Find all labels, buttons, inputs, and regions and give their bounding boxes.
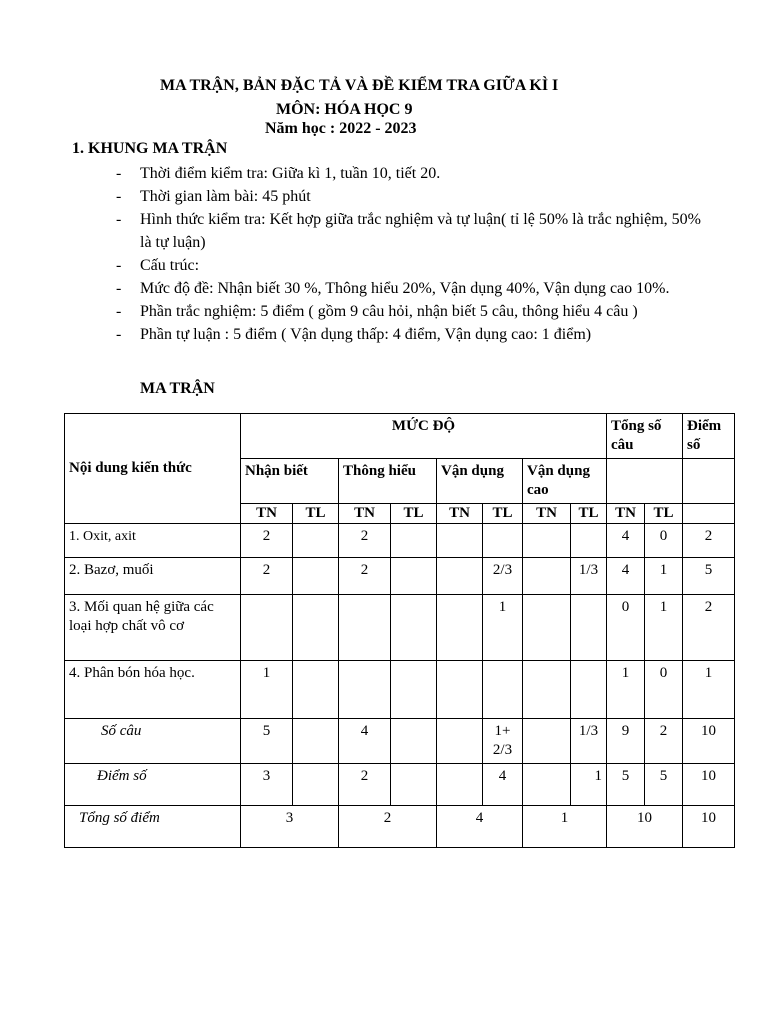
table-cell bbox=[391, 661, 437, 719]
table-cell bbox=[391, 764, 437, 806]
empty-cell bbox=[683, 504, 735, 524]
empty-cell bbox=[607, 459, 683, 504]
table-cell bbox=[571, 595, 607, 661]
matrix-heading: MA TRẬN bbox=[140, 380, 215, 397]
table-row bbox=[65, 558, 735, 595]
table-cell: 4 bbox=[607, 524, 645, 558]
table-cell: 1 bbox=[645, 595, 683, 661]
table-cell: 5 bbox=[241, 719, 293, 764]
table-cell bbox=[293, 524, 339, 558]
matrix-table bbox=[64, 413, 735, 848]
table-cell bbox=[293, 764, 339, 806]
list-item: - Hình thức kiểm tra: Kết hợp giữa trắc nghiệm và tự luận( tỉ lệ 50% là trắc nghiệm, 50% là tự luận) bbox=[116, 208, 706, 254]
list-item: - Mức độ đề: Nhận biết 30 %, Thông hiểu 20%, Vận dụng 40%, Vận dụng cao 10%. bbox=[116, 277, 706, 300]
table-cell: 10 bbox=[683, 719, 735, 764]
list-item: - Thời điểm kiểm tra: Giữa kì 1, tuần 10, tiết 20. bbox=[116, 162, 706, 185]
table-cell bbox=[523, 524, 571, 558]
table-cell: 4 bbox=[437, 806, 523, 848]
table-cell bbox=[339, 661, 391, 719]
table-cell bbox=[523, 719, 571, 764]
table-cell: 1 bbox=[571, 764, 607, 806]
col-tn: TN bbox=[437, 504, 483, 524]
table-cell bbox=[391, 524, 437, 558]
level-understand: Thông hiểu bbox=[339, 459, 437, 504]
table-row bbox=[65, 661, 735, 719]
list-item: - Phần tự luận : 5 điểm ( Vận dụng thấp: 4 điểm, Vận dụng cao: 1 điểm) bbox=[116, 323, 706, 346]
row-label: 2. Bazơ, muối bbox=[65, 558, 241, 595]
table-cell: 4 bbox=[607, 558, 645, 595]
table-cell: 1 bbox=[645, 558, 683, 595]
table-cell: 0 bbox=[607, 595, 645, 661]
table-cell: 2 bbox=[241, 558, 293, 595]
col-tl: TL bbox=[293, 504, 339, 524]
row-label: 4. Phân bón hóa học. bbox=[65, 661, 241, 719]
header-content: Nội dung kiến thức bbox=[65, 414, 241, 524]
row-label: 3. Mối quan hệ giữa các loại hợp chất vô cơ bbox=[65, 595, 241, 661]
row-label: Số câu bbox=[65, 719, 241, 764]
table-cell: 10 bbox=[683, 806, 735, 848]
row-label: Điểm số bbox=[65, 764, 241, 806]
table-cell bbox=[437, 764, 483, 806]
table-cell bbox=[483, 524, 523, 558]
table-cell: 1 bbox=[241, 661, 293, 719]
col-tn: TN bbox=[523, 504, 571, 524]
table-cell: 0 bbox=[645, 661, 683, 719]
table-cell: 2 bbox=[339, 806, 437, 848]
table-cell: 2 bbox=[339, 558, 391, 595]
table-cell bbox=[523, 558, 571, 595]
table-cell: 2 bbox=[339, 524, 391, 558]
table-cell: 1+ 2/3 bbox=[483, 719, 523, 764]
table-row bbox=[65, 719, 735, 764]
table-cell bbox=[437, 595, 483, 661]
table-row bbox=[65, 595, 735, 661]
table-row bbox=[65, 524, 735, 558]
table-cell: 3 bbox=[241, 806, 339, 848]
table-cell bbox=[483, 661, 523, 719]
table-cell bbox=[391, 558, 437, 595]
col-tl: TL bbox=[571, 504, 607, 524]
table-cell: 1/3 bbox=[571, 719, 607, 764]
table-cell bbox=[391, 719, 437, 764]
table-cell: 1 bbox=[607, 661, 645, 719]
table-cell: 1/3 bbox=[571, 558, 607, 595]
table-cell: 10 bbox=[683, 764, 735, 806]
table-cell bbox=[293, 719, 339, 764]
table-cell bbox=[523, 595, 571, 661]
col-tn: TN bbox=[241, 504, 293, 524]
table-cell: 2 bbox=[645, 719, 683, 764]
col-tl: TL bbox=[645, 504, 683, 524]
table-row bbox=[65, 806, 735, 848]
doc-title: MA TRẬN, BẢN ĐẶC TẢ VÀ ĐỀ KIỂM TRA GIỮA KÌ I bbox=[160, 77, 559, 94]
table-cell bbox=[571, 661, 607, 719]
subject-line: MÔN: HÓA HỌC 9 bbox=[276, 101, 413, 118]
table-cell: 2 bbox=[683, 524, 735, 558]
table-cell bbox=[339, 595, 391, 661]
table-cell bbox=[523, 764, 571, 806]
table-cell bbox=[437, 719, 483, 764]
table-cell: 1 bbox=[683, 661, 735, 719]
table-cell: 10 bbox=[607, 806, 683, 848]
table-cell bbox=[437, 558, 483, 595]
table-cell bbox=[523, 661, 571, 719]
table-cell bbox=[293, 558, 339, 595]
col-tn: TN bbox=[607, 504, 645, 524]
list-item: - Cấu trúc: bbox=[116, 254, 706, 277]
empty-cell bbox=[683, 459, 735, 504]
table-cell: 5 bbox=[683, 558, 735, 595]
row-label: Tổng số điểm bbox=[65, 806, 241, 848]
table-cell bbox=[437, 524, 483, 558]
level-apply: Vận dụng bbox=[437, 459, 523, 504]
table-cell: 0 bbox=[645, 524, 683, 558]
col-tl: TL bbox=[483, 504, 523, 524]
table-cell: 2 bbox=[683, 595, 735, 661]
section-heading: 1. KHUNG MA TRẬN bbox=[72, 140, 228, 157]
list-item: - Phần trắc nghiệm: 5 điểm ( gồm 9 câu hỏi, nhận biết 5 câu, thông hiểu 4 câu ) bbox=[116, 300, 706, 323]
table-cell: 1 bbox=[483, 595, 523, 661]
row-label: 1. Oxit, axit bbox=[65, 524, 241, 558]
level-apply-high: Vận dụng cao bbox=[523, 459, 607, 504]
table-row bbox=[65, 764, 735, 806]
table-cell: 4 bbox=[483, 764, 523, 806]
table-cell: 4 bbox=[339, 719, 391, 764]
table-cell: 9 bbox=[607, 719, 645, 764]
table-cell: 2 bbox=[339, 764, 391, 806]
list-item: - Thời gian làm bài: 45 phút bbox=[116, 185, 706, 208]
header-level: MỨC ĐỘ bbox=[241, 414, 607, 459]
table-cell bbox=[293, 595, 339, 661]
table-cell bbox=[437, 661, 483, 719]
table-cell bbox=[571, 524, 607, 558]
table-cell bbox=[241, 595, 293, 661]
table-cell bbox=[293, 661, 339, 719]
table-cell bbox=[391, 595, 437, 661]
table-cell: 2/3 bbox=[483, 558, 523, 595]
col-tn: TN bbox=[339, 504, 391, 524]
table-cell: 1 bbox=[523, 806, 607, 848]
level-recognize: Nhận biết bbox=[241, 459, 339, 504]
table-cell: 2 bbox=[241, 524, 293, 558]
col-tl: TL bbox=[391, 504, 437, 524]
table-cell: 5 bbox=[645, 764, 683, 806]
table-cell: 3 bbox=[241, 764, 293, 806]
exam-info-list bbox=[116, 162, 706, 346]
header-total-questions: Tổng số câu bbox=[607, 414, 683, 459]
school-year-line: Năm học : 2022 - 2023 bbox=[265, 120, 417, 137]
header-score: Điểm số bbox=[683, 414, 735, 459]
table-cell: 5 bbox=[607, 764, 645, 806]
